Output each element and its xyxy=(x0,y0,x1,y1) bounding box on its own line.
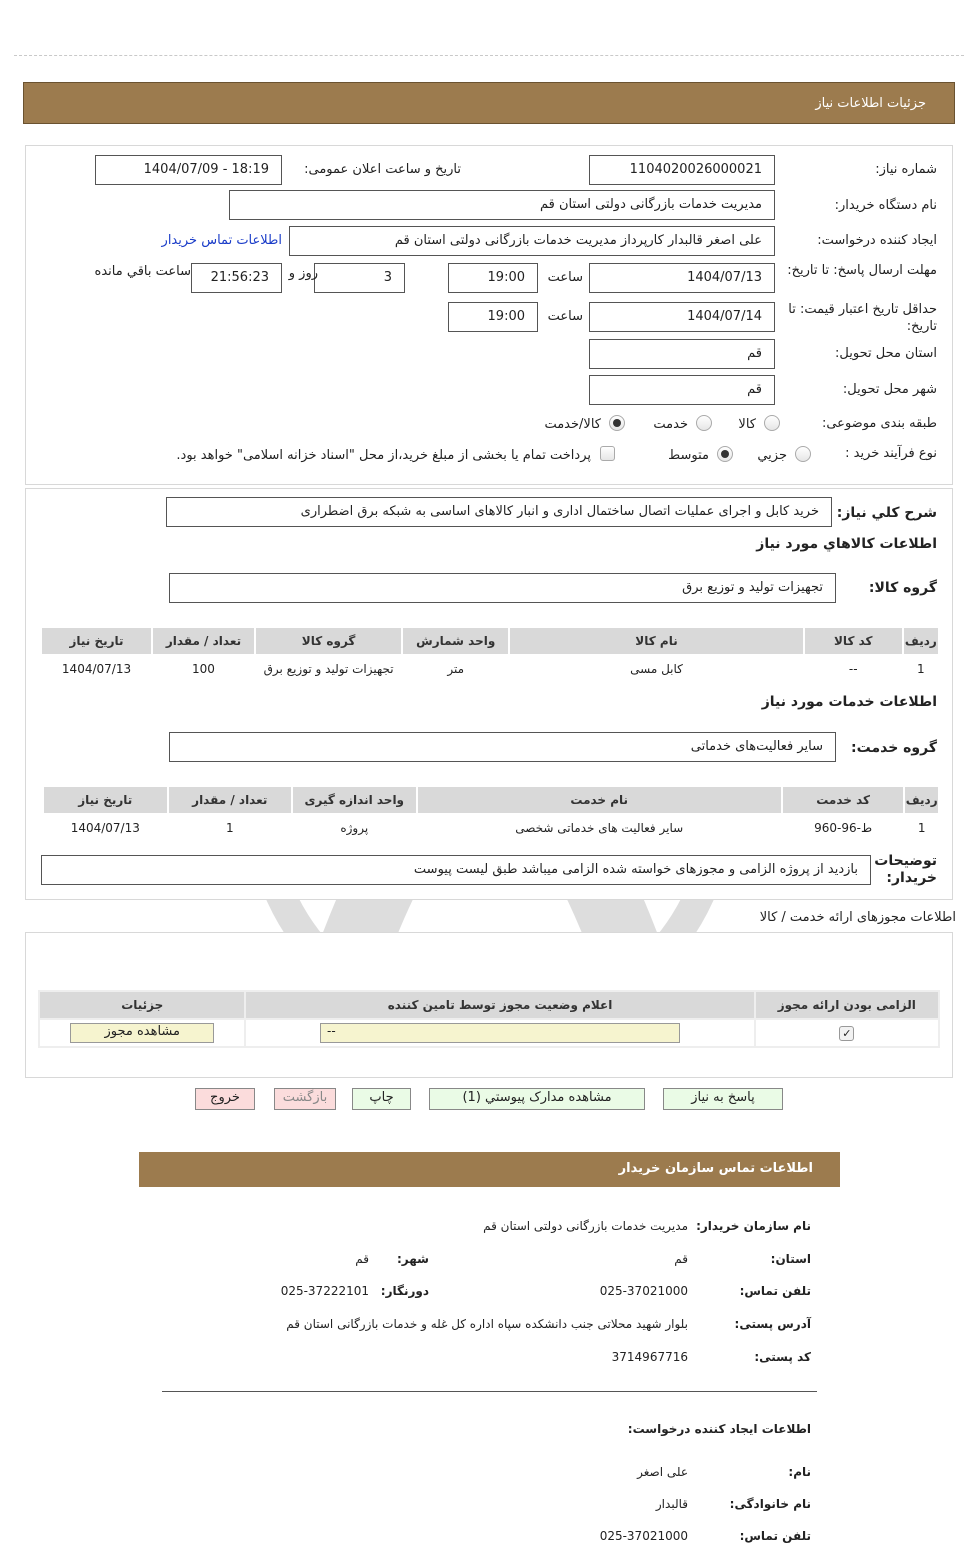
table-row xyxy=(42,656,938,682)
services-cell-date: 1404/07/13 xyxy=(70,821,140,835)
announce-field: 1404/07/09 - 18:19 xyxy=(95,155,282,185)
category-radio-goods-service[interactable] xyxy=(609,415,625,431)
services-col-name: نام خدمت xyxy=(418,787,781,813)
treasury-checkbox[interactable] xyxy=(600,446,615,461)
buyer-notes-field: بازدید از پروژه الزامی و مجوزهای خواسته شده الزامی میباشد طبق لیست پیوست xyxy=(41,855,871,885)
goods-col-group: گروه كالا xyxy=(256,628,401,654)
services-group-field: سایر فعالیت‌های خدماتی xyxy=(169,732,836,762)
goods-col-name: نام كالا xyxy=(510,628,803,654)
category-option-service: خدمت xyxy=(653,417,688,432)
contact-province-value: قم xyxy=(674,1252,688,1266)
buyer-label: نام دستگاه خریدار: xyxy=(834,198,937,213)
goods-cell-code: -- xyxy=(848,662,858,676)
back-button[interactable]: بازگشت xyxy=(274,1088,336,1110)
required-checkbox-icon: ✓ xyxy=(839,1026,854,1041)
reply-button[interactable]: پاسخ به نیاز xyxy=(663,1088,783,1110)
creator-info-title: اطلاعات ایجاد کننده درخواست: xyxy=(627,1422,811,1436)
permits-cell-required xyxy=(756,1020,938,1046)
postal-label: کد پستی: xyxy=(754,1350,811,1364)
deadline-time-label: ساعت xyxy=(547,270,583,285)
org-label: نام سازمان خریدار: xyxy=(696,1219,811,1233)
services-cell-unit: پروژه xyxy=(340,821,369,835)
summary-label: شرح كلي نياز: xyxy=(836,505,937,521)
goods-group-label: گروه کالا: xyxy=(868,580,937,596)
category-label: طبقه بندی موضوعی: xyxy=(821,416,937,431)
goods-table xyxy=(40,626,940,684)
category-radio-goods[interactable] xyxy=(764,415,780,431)
services-col-unit: واحد اندازه گیری xyxy=(293,787,415,813)
exit-button[interactable]: خروج xyxy=(195,1088,255,1110)
contact-city-value: قم xyxy=(355,1252,369,1266)
table-row xyxy=(44,815,938,841)
buyer-contact-link[interactable]: اطلاعات تماس خریدار xyxy=(161,233,282,248)
days-field: 3 xyxy=(314,263,405,293)
days-label: روز و xyxy=(288,266,318,281)
services-col-code: كد خدمت xyxy=(783,787,903,813)
province-label: استان محل تحویل: xyxy=(835,346,937,361)
services-group-label: گروه خدمت: xyxy=(851,740,937,756)
deadline-label: مهلت ارسال پاسخ: تا تاریخ: xyxy=(787,263,937,278)
remaining-field: 21:56:23 xyxy=(191,263,282,293)
attachments-button[interactable]: مشاهده مدارک پیوستي (1) xyxy=(429,1088,645,1110)
goods-group-field: تجهیزات تولید و توزیع برق xyxy=(169,573,836,603)
goods-col-code: كد كالا xyxy=(805,628,902,654)
address-value: بلوار شهید محلاتی جنب دانشکده سپاه اداره کل غله و خدمات بازرگانی استان قم xyxy=(286,1317,688,1331)
validity-time-field: 19:00 xyxy=(448,302,538,332)
services-section-title: اطلاعات خدمات مورد نياز xyxy=(761,694,937,710)
creator-family-label: نام خانوادگی: xyxy=(729,1497,811,1511)
print-button[interactable]: چاپ xyxy=(352,1088,411,1110)
services-table xyxy=(42,785,940,843)
need-number-field: 1104020026000021 xyxy=(589,155,775,185)
province-field: قم xyxy=(589,339,775,369)
city-label: شهر محل تحویل: xyxy=(842,382,937,397)
goods-col-row: رديف xyxy=(904,628,938,654)
deadline-date-field: 1404/07/13 xyxy=(589,263,775,293)
table-row xyxy=(40,1020,938,1046)
goods-col-date: تاريخ نياز xyxy=(42,628,151,654)
contact-divider xyxy=(162,1391,817,1392)
creator-phone-label: تلفن تماس: xyxy=(739,1529,811,1543)
contact-fax-value: 025-37222101 xyxy=(280,1284,369,1298)
validity-date-field: 1404/07/14 xyxy=(589,302,775,332)
deadline-time-field: 19:00 xyxy=(448,263,538,293)
treasury-note: پرداخت تمام یا بخشی از مبلغ خرید،از محل "اسناد خزانه اسلامی" خواهد بود. xyxy=(176,448,591,463)
permit-status-field[interactable]: -- xyxy=(320,1023,680,1043)
contact-title: اطلاعات تماس سازمان خریدار xyxy=(618,1161,813,1176)
announce-label: تاریخ و ساعت اعلان عمومی: xyxy=(304,162,461,177)
creator-family-value: قالبدار xyxy=(655,1497,688,1511)
validity-time-label: ساعت xyxy=(547,309,583,324)
creator-name-label: نام: xyxy=(788,1465,811,1479)
contact-city-label: شهر: xyxy=(397,1252,429,1266)
permits-section-title: اطلاعات مجوزهای ارائه خدمت / کالا xyxy=(759,910,956,925)
category-option-goods: کالا xyxy=(738,417,756,432)
goods-cell-qty: 100 xyxy=(192,662,215,676)
need-number-label: شماره نیاز: xyxy=(875,162,937,177)
goods-cell-name: کابل مسی xyxy=(630,662,683,676)
permits-col-details: جزئیات xyxy=(40,992,244,1018)
page-header xyxy=(23,82,955,124)
city-field: قم xyxy=(589,375,775,405)
creator-name-value: علی اصغر xyxy=(637,1465,688,1479)
services-cell-code: ط-96-960 xyxy=(814,821,873,835)
buyer-field: مدیریت خدمات بازرگانی دولتی استان قم xyxy=(229,190,775,220)
contact-phone-value: 025-37021000 xyxy=(599,1284,688,1298)
top-divider xyxy=(14,55,964,56)
creator-phone-value: 025-37021000 xyxy=(599,1529,688,1543)
validity-label: حداقل تاریخ اعتبار قیمت: تا تاریخ: xyxy=(788,302,937,334)
permits-cell-status xyxy=(246,1020,753,1046)
goods-cell-date: 1404/07/13 xyxy=(61,662,132,676)
permits-col-required: الزامی بودن ارائه مجوز xyxy=(756,992,938,1018)
goods-cell-group: تجهیزات تولید و توزیع برق xyxy=(263,662,394,676)
creator-field: علی اصغر قالبدار کارپرداز مدیریت خدمات بازرگانی دولتی استان قم xyxy=(289,226,775,256)
contact-phone-label: تلفن تماس: xyxy=(739,1284,811,1298)
postal-value: 3714967716 xyxy=(611,1350,688,1364)
page-title: جزئیات اطلاعات نیاز xyxy=(815,96,926,111)
address-label: آدرس پستی: xyxy=(734,1317,811,1331)
goods-cell-row: 1 xyxy=(917,662,925,676)
process-radio-medium[interactable] xyxy=(717,446,733,462)
contact-province-label: استان: xyxy=(770,1252,811,1266)
services-cell-name: سایر فعالیت های خدماتی شخصی xyxy=(515,821,684,835)
goods-section-title: اطلاعات كالاهاي مورد نياز xyxy=(756,536,937,552)
permits-col-status: اعلام وضعیت مجوز توسط تامین کننده xyxy=(246,992,753,1018)
creator-label: ایجاد کننده درخواست: xyxy=(817,233,937,248)
org-value: مدیریت خدمات بازرگانی دولتی استان قم xyxy=(483,1219,688,1233)
services-col-qty: تعداد / مقدار xyxy=(169,787,291,813)
services-cell-qty: 1 xyxy=(225,821,234,835)
process-option-partial: جزیي xyxy=(757,448,787,463)
goods-col-unit: واحد شمارش xyxy=(403,628,508,654)
category-option-goods-service: کالا/خدمت xyxy=(544,417,601,432)
process-label: نوع فرآیند خرید : xyxy=(845,446,937,461)
contact-header xyxy=(139,1152,840,1187)
category-radio-service[interactable] xyxy=(696,415,712,431)
buyer-notes-label: توضیحات خریدار: xyxy=(874,853,937,886)
services-col-row: رديف xyxy=(905,787,938,813)
services-cell-row: 1 xyxy=(917,821,926,835)
goods-cell-unit: متر xyxy=(447,662,465,676)
remaining-label: ساعت باقي مانده xyxy=(94,264,191,279)
services-col-date: تاريخ نياز xyxy=(44,787,167,813)
permits-table xyxy=(38,990,940,1048)
summary-field: خرید کابل و اجرای عملیات اتصال ساختمال اداری و انبار کالاهای اساسی به شبکه برق اضطراری xyxy=(166,497,832,527)
process-option-medium: متوسط xyxy=(668,448,709,463)
view-permit-button[interactable]: مشاهده مجوز xyxy=(70,1023,214,1043)
goods-col-qty: تعداد / مقدار xyxy=(153,628,254,654)
process-radio-partial[interactable] xyxy=(795,446,811,462)
contact-fax-label: دورنگار: xyxy=(380,1284,429,1298)
permits-cell-details xyxy=(40,1020,244,1046)
